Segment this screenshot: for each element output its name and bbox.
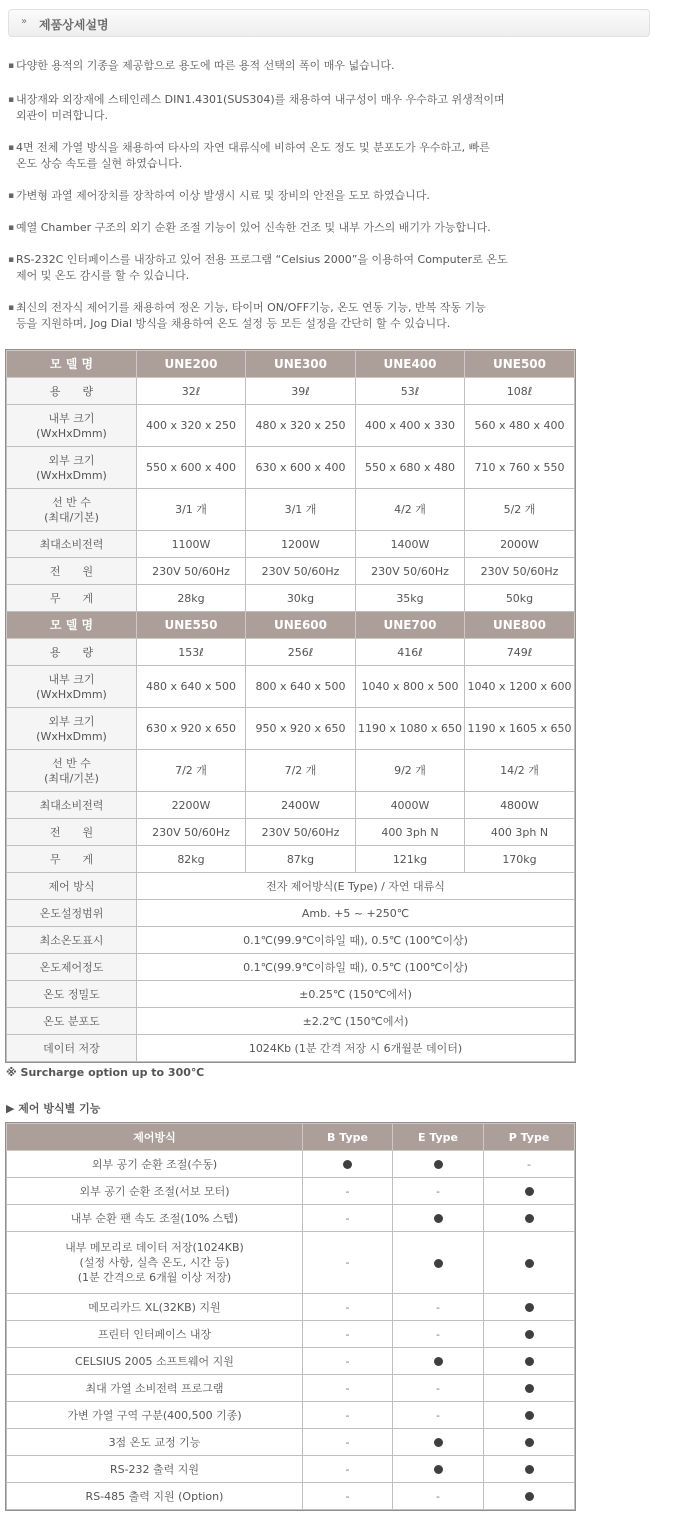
function-header-row bbox=[7, 1124, 575, 1151]
spec-cell: 560 x 480 x 400 bbox=[465, 405, 575, 447]
filled-circle-icon bbox=[434, 1160, 443, 1169]
spec-row-label: 최대소비전력 bbox=[7, 792, 137, 819]
spec-cell: 550 x 600 x 400 bbox=[137, 447, 246, 489]
dash-mark: - bbox=[436, 1408, 440, 1422]
filled-circle-icon bbox=[525, 1357, 534, 1366]
spec-cell: 39ℓ bbox=[246, 378, 356, 405]
spec-cell: 4000W bbox=[356, 792, 465, 819]
function-cell bbox=[393, 1429, 484, 1456]
function-label: 프린터 인터페이스 내장 bbox=[7, 1321, 303, 1348]
spec-common-value: ±0.25℃ (150℃에서) bbox=[137, 981, 575, 1008]
function-label: 최대 가열 소비전력 프로그램 bbox=[7, 1375, 303, 1402]
spec-row-label: 최소온도표시 bbox=[7, 927, 137, 954]
function-cell bbox=[393, 1205, 484, 1232]
function-cell bbox=[393, 1232, 484, 1294]
dash-mark: - bbox=[345, 1300, 350, 1314]
dash-mark: - bbox=[436, 1327, 440, 1341]
spec-cell: 3/1 개 bbox=[246, 489, 356, 531]
function-header-cell: E Type bbox=[393, 1124, 484, 1151]
function-cell bbox=[393, 1178, 484, 1205]
feature-text: 예열 Chamber 구조의 외기 순환 조절 기능이 있어 신속한 건조 및 내부 가스의 배기가 가능합니다. bbox=[16, 221, 491, 234]
spec-cell: 400 3ph N bbox=[465, 819, 575, 846]
function-row bbox=[7, 1375, 575, 1402]
function-cell bbox=[303, 1232, 393, 1294]
function-row bbox=[7, 1483, 575, 1510]
function-label: 3점 온도 교정 기능 bbox=[7, 1429, 303, 1456]
spec-common-row bbox=[7, 981, 575, 1008]
spec-row bbox=[7, 447, 575, 489]
function-cell bbox=[393, 1375, 484, 1402]
spec-cell: 1100W bbox=[137, 531, 246, 558]
spec-common-value: 0.1℃(99.9℃이하일 때), 0.5℃ (100℃이상) bbox=[137, 927, 575, 954]
filled-circle-icon bbox=[434, 1438, 443, 1447]
feature-item bbox=[8, 58, 568, 74]
spec-cell: 630 x 920 x 650 bbox=[137, 708, 246, 750]
section-header bbox=[8, 9, 650, 37]
dash-mark: - bbox=[345, 1184, 350, 1198]
function-cell bbox=[393, 1483, 484, 1510]
spec-row-label: 외부 크기 (WxHxDmm) bbox=[7, 708, 137, 750]
spec-cell: 710 x 760 x 550 bbox=[465, 447, 575, 489]
spec-cell: 3/1 개 bbox=[137, 489, 246, 531]
spec-cell: 7/2 개 bbox=[246, 750, 356, 792]
spec-row-label: 최대소비전력 bbox=[7, 531, 137, 558]
spec-common-row bbox=[7, 927, 575, 954]
function-label: 메모리카드 XL(32KB) 지원 bbox=[7, 1294, 303, 1321]
spec-row bbox=[7, 708, 575, 750]
model-header: UNE300 bbox=[246, 351, 356, 378]
bullet-icon: ▪ bbox=[8, 143, 15, 153]
model-name-header: 모 델 명 bbox=[7, 351, 137, 378]
spec-common-value: Amb. +5 ~ +250℃ bbox=[137, 900, 575, 927]
spec-row-label: 무 게 bbox=[7, 846, 137, 873]
spec-row-label: 무 게 bbox=[7, 585, 137, 612]
function-cell bbox=[393, 1348, 484, 1375]
spec-cell: 550 x 680 x 480 bbox=[356, 447, 465, 489]
function-cell bbox=[303, 1429, 393, 1456]
spec-common-value: ±2.2℃ (150℃에서) bbox=[137, 1008, 575, 1035]
spec-common-row bbox=[7, 954, 575, 981]
spec-common-value: 0.1℃(99.9℃이하일 때), 0.5℃ (100℃이상) bbox=[137, 954, 575, 981]
function-row bbox=[7, 1232, 575, 1294]
function-label: 내부 순환 팬 속도 조절(10% 스텝) bbox=[7, 1205, 303, 1232]
spec-row-label: 외부 크기 (WxHxDmm) bbox=[7, 447, 137, 489]
function-row bbox=[7, 1456, 575, 1483]
function-cell bbox=[393, 1402, 484, 1429]
dash-mark: - bbox=[345, 1256, 350, 1269]
function-cell bbox=[484, 1321, 575, 1348]
spec-cell: 230V 50/60Hz bbox=[356, 558, 465, 585]
spec-cell: 53ℓ bbox=[356, 378, 465, 405]
spec-cell: 87kg bbox=[246, 846, 356, 873]
spec-row bbox=[7, 819, 575, 846]
spec-cell: 28kg bbox=[137, 585, 246, 612]
filled-circle-icon bbox=[343, 1160, 352, 1169]
function-cell bbox=[484, 1483, 575, 1510]
function-cell bbox=[484, 1402, 575, 1429]
function-cell bbox=[303, 1348, 393, 1375]
surcharge-note: ※ Surcharge option up to 300℃ bbox=[6, 1066, 205, 1079]
bullet-icon: ▪ bbox=[8, 191, 15, 201]
spec-cell: 7/2 개 bbox=[137, 750, 246, 792]
spec-header-row bbox=[7, 351, 575, 378]
function-section-title: ▶ 제어 방식별 기능 bbox=[6, 1102, 101, 1115]
double-chevron-right-icon: » bbox=[21, 16, 28, 27]
spec-row-label: 데이터 저장 bbox=[7, 1035, 137, 1062]
spec-cell: 108ℓ bbox=[465, 378, 575, 405]
spec-cell: 749ℓ bbox=[465, 639, 575, 666]
spec-row bbox=[7, 792, 575, 819]
spec-cell: 30kg bbox=[246, 585, 356, 612]
spec-cell: 800 x 640 x 500 bbox=[246, 666, 356, 708]
bullet-icon: ▪ bbox=[8, 223, 15, 233]
spec-cell: 32ℓ bbox=[137, 378, 246, 405]
spec-row bbox=[7, 585, 575, 612]
function-cell bbox=[303, 1178, 393, 1205]
function-row bbox=[7, 1294, 575, 1321]
spec-cell: 50kg bbox=[465, 585, 575, 612]
dash-mark: - bbox=[436, 1184, 440, 1198]
function-row bbox=[7, 1321, 575, 1348]
spec-cell: 1040 x 1200 x 600 bbox=[465, 666, 575, 708]
spec-row bbox=[7, 378, 575, 405]
spec-cell: 400 x 400 x 330 bbox=[356, 405, 465, 447]
spec-cell: 2200W bbox=[137, 792, 246, 819]
feature-item bbox=[8, 140, 568, 172]
filled-circle-icon bbox=[525, 1303, 534, 1312]
function-cell bbox=[303, 1321, 393, 1348]
feature-item bbox=[8, 220, 568, 236]
dash-mark: - bbox=[345, 1462, 350, 1476]
filled-circle-icon bbox=[434, 1259, 443, 1268]
spec-row-label: 온도 정밀도 bbox=[7, 981, 137, 1008]
function-cell bbox=[393, 1294, 484, 1321]
function-header-cell: B Type bbox=[303, 1124, 393, 1151]
spec-row bbox=[7, 666, 575, 708]
function-cell bbox=[303, 1456, 393, 1483]
filled-circle-icon bbox=[434, 1357, 443, 1366]
function-cell bbox=[484, 1178, 575, 1205]
function-cell bbox=[484, 1429, 575, 1456]
spec-row-label: 제어 방식 bbox=[7, 873, 137, 900]
dash-mark: - bbox=[527, 1157, 531, 1171]
function-cell bbox=[484, 1232, 575, 1294]
model-header: UNE800 bbox=[465, 612, 575, 639]
filled-circle-icon bbox=[525, 1214, 534, 1223]
spec-cell: 121kg bbox=[356, 846, 465, 873]
spec-row bbox=[7, 558, 575, 585]
dash-mark: - bbox=[345, 1381, 350, 1395]
function-cell bbox=[393, 1151, 484, 1178]
function-cell bbox=[303, 1151, 393, 1178]
spec-cell: 230V 50/60Hz bbox=[137, 819, 246, 846]
filled-circle-icon bbox=[525, 1492, 534, 1501]
spec-common-row bbox=[7, 1008, 575, 1035]
dash-mark: - bbox=[345, 1354, 350, 1368]
spec-row bbox=[7, 531, 575, 558]
feature-text: 4면 전체 가열 방식을 채용하여 타사의 자연 대류식에 비하여 온도 정도 및 분포도가 우수하고, 빠른 온도 상승 속도를 실현 하였습니다. bbox=[16, 141, 490, 170]
model-name-header: 모 델 명 bbox=[7, 612, 137, 639]
spec-cell: 1200W bbox=[246, 531, 356, 558]
function-row bbox=[7, 1348, 575, 1375]
function-cell bbox=[484, 1375, 575, 1402]
spec-cell: 630 x 600 x 400 bbox=[246, 447, 356, 489]
spec-row-label: 선 반 수 (최대/기본) bbox=[7, 750, 137, 792]
spec-row-label: 온도설정범위 bbox=[7, 900, 137, 927]
feature-item bbox=[8, 188, 568, 204]
model-header: UNE550 bbox=[137, 612, 246, 639]
spec-cell: 1400W bbox=[356, 531, 465, 558]
spec-cell: 35kg bbox=[356, 585, 465, 612]
spec-cell: 950 x 920 x 650 bbox=[246, 708, 356, 750]
feature-item bbox=[8, 252, 568, 284]
filled-circle-icon bbox=[525, 1465, 534, 1474]
function-cell bbox=[393, 1456, 484, 1483]
spec-cell: 14/2 개 bbox=[465, 750, 575, 792]
spec-header-row bbox=[7, 612, 575, 639]
spec-cell: 1190 x 1080 x 650 bbox=[356, 708, 465, 750]
feature-list bbox=[8, 58, 568, 332]
bullet-icon: ▪ bbox=[8, 95, 15, 105]
model-header: UNE200 bbox=[137, 351, 246, 378]
spec-cell: 416ℓ bbox=[356, 639, 465, 666]
function-label: CELSIUS 2005 소프트웨어 지원 bbox=[7, 1348, 303, 1375]
function-label: 내부 메모리로 데이터 저장(1024KB) (설정 사항, 실측 온도, 시간 등) (1분 간격으로 6개월 이상 저장) bbox=[7, 1232, 303, 1294]
feature-text: 최신의 전자식 제어기를 채용하여 정온 기능, 타이머 ON/OFF기능, 온도 연동 기능, 반복 작동 기능 등을 지원하며, Jog Dial 방식을 채용하여 온도 설정 등 모든 설정을 간단히 할 수 있습니다. bbox=[16, 301, 486, 330]
feature-text: 가변형 과열 제어장치를 장착하여 이상 발생시 시료 및 장비의 안전을 도모 하였습니다. bbox=[16, 189, 430, 202]
function-cell bbox=[393, 1321, 484, 1348]
spec-cell: 480 x 640 x 500 bbox=[137, 666, 246, 708]
function-row bbox=[7, 1151, 575, 1178]
function-label: 외부 공기 순환 조절(서보 모터) bbox=[7, 1178, 303, 1205]
function-row bbox=[7, 1402, 575, 1429]
spec-cell: 170kg bbox=[465, 846, 575, 873]
spec-cell: 400 3ph N bbox=[356, 819, 465, 846]
spec-cell: 153ℓ bbox=[137, 639, 246, 666]
dash-mark: - bbox=[345, 1435, 350, 1449]
model-header: UNE600 bbox=[246, 612, 356, 639]
dash-mark: - bbox=[345, 1408, 350, 1422]
spec-row-label: 전 원 bbox=[7, 819, 137, 846]
spec-row-label: 용 량 bbox=[7, 639, 137, 666]
function-header-cell: P Type bbox=[484, 1124, 575, 1151]
spec-common-value: 전자 제어방식(E Type) / 자연 대류식 bbox=[137, 873, 575, 900]
function-label: 외부 공기 순환 조절(수동) bbox=[7, 1151, 303, 1178]
spec-cell: 480 x 320 x 250 bbox=[246, 405, 356, 447]
spec-cell: 230V 50/60Hz bbox=[137, 558, 246, 585]
function-table bbox=[6, 1123, 575, 1510]
bullet-icon: ▪ bbox=[8, 255, 15, 265]
feature-item bbox=[8, 300, 568, 332]
dash-mark: - bbox=[436, 1489, 440, 1503]
spec-row bbox=[7, 639, 575, 666]
function-cell bbox=[484, 1205, 575, 1232]
function-row bbox=[7, 1178, 575, 1205]
spec-row-label: 온도 분포도 bbox=[7, 1008, 137, 1035]
spec-row-label: 선 반 수 (최대/기본) bbox=[7, 489, 137, 531]
spec-common-value: 1024Kb (1분 간격 저장 시 6개월분 데이터) bbox=[137, 1035, 575, 1062]
dash-mark: - bbox=[345, 1211, 350, 1225]
spec-common-row bbox=[7, 873, 575, 900]
model-header: UNE400 bbox=[356, 351, 465, 378]
spec-row-label: 내부 크기 (WxHxDmm) bbox=[7, 405, 137, 447]
function-label: RS-232 출력 지원 bbox=[7, 1456, 303, 1483]
function-cell bbox=[303, 1294, 393, 1321]
spec-cell: 82kg bbox=[137, 846, 246, 873]
function-cell bbox=[303, 1402, 393, 1429]
spec-cell: 2400W bbox=[246, 792, 356, 819]
spec-cell: 2000W bbox=[465, 531, 575, 558]
model-header: UNE500 bbox=[465, 351, 575, 378]
filled-circle-icon bbox=[525, 1438, 534, 1447]
function-label: 가변 가열 구역 구분(400,500 기종) bbox=[7, 1402, 303, 1429]
feature-item bbox=[8, 92, 568, 124]
spec-cell: 400 x 320 x 250 bbox=[137, 405, 246, 447]
feature-text: 내장재와 외장재에 스테인레스 DIN1.4301(SUS304)를 채용하여 내구성이 매우 우수하고 위생적이며 외관이 미려합니다. bbox=[16, 93, 505, 122]
function-row bbox=[7, 1205, 575, 1232]
function-label: RS-485 출력 지원 (Option) bbox=[7, 1483, 303, 1510]
filled-circle-icon bbox=[434, 1465, 443, 1474]
bullet-icon: ▪ bbox=[8, 303, 15, 313]
filled-circle-icon bbox=[525, 1330, 534, 1339]
feature-text: 다양한 용적의 기종을 제공함으로 용도에 따른 용적 선택의 폭이 매우 넓습니다. bbox=[16, 59, 395, 72]
function-cell bbox=[484, 1348, 575, 1375]
function-cell bbox=[303, 1205, 393, 1232]
spec-row bbox=[7, 489, 575, 531]
function-cell bbox=[484, 1456, 575, 1483]
spec-cell: 4/2 개 bbox=[356, 489, 465, 531]
feature-text: RS-232C 인터페이스를 내장하고 있어 전용 프로그램 “Celsius 2000”을 이용하여 Computer로 온도 제어 및 온도 감시를 할 수 있습니다. bbox=[16, 253, 508, 282]
spec-common-row bbox=[7, 900, 575, 927]
spec-cell: 1190 x 1605 x 650 bbox=[465, 708, 575, 750]
section-title: 제품상세설명 bbox=[39, 18, 109, 32]
spec-cell: 5/2 개 bbox=[465, 489, 575, 531]
spec-cell: 9/2 개 bbox=[356, 750, 465, 792]
model-header: UNE700 bbox=[356, 612, 465, 639]
spec-table bbox=[6, 350, 575, 1062]
function-cell bbox=[484, 1151, 575, 1178]
spec-row-label: 온도제어정도 bbox=[7, 954, 137, 981]
function-header-cell: 제어방식 bbox=[7, 1124, 303, 1151]
dash-mark: - bbox=[345, 1327, 350, 1341]
spec-cell: 4800W bbox=[465, 792, 575, 819]
function-cell bbox=[303, 1483, 393, 1510]
spec-row-label: 전 원 bbox=[7, 558, 137, 585]
filled-circle-icon bbox=[525, 1259, 534, 1268]
spec-common-row bbox=[7, 1035, 575, 1062]
dash-mark: - bbox=[345, 1489, 350, 1503]
dash-mark: - bbox=[436, 1381, 440, 1395]
function-row bbox=[7, 1429, 575, 1456]
filled-circle-icon bbox=[525, 1411, 534, 1420]
filled-circle-icon bbox=[525, 1384, 534, 1393]
spec-row bbox=[7, 750, 575, 792]
spec-row-label: 내부 크기 (WxHxDmm) bbox=[7, 666, 137, 708]
spec-cell: 1040 x 800 x 500 bbox=[356, 666, 465, 708]
function-cell bbox=[484, 1294, 575, 1321]
function-cell bbox=[303, 1375, 393, 1402]
bullet-icon: ▪ bbox=[8, 61, 15, 71]
spec-cell: 256ℓ bbox=[246, 639, 356, 666]
spec-cell: 230V 50/60Hz bbox=[246, 819, 356, 846]
spec-cell: 230V 50/60Hz bbox=[465, 558, 575, 585]
spec-row-label: 용 량 bbox=[7, 378, 137, 405]
filled-circle-icon bbox=[525, 1187, 534, 1196]
filled-circle-icon bbox=[434, 1214, 443, 1223]
spec-cell: 230V 50/60Hz bbox=[246, 558, 356, 585]
spec-row bbox=[7, 846, 575, 873]
dash-mark: - bbox=[436, 1300, 440, 1314]
spec-row bbox=[7, 405, 575, 447]
